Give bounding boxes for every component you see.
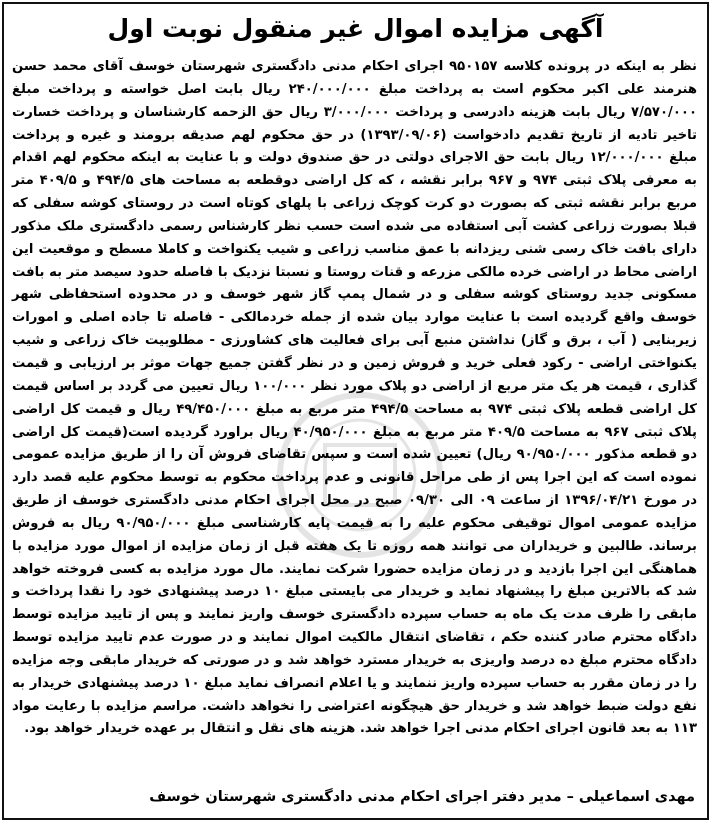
notice-body: نظر به اینکه در پرونده کلاسه ۹۵۰۱۵۷ اجرای احکام مدنی دادگستری شهرستان خوسف آقای محمد حسن هنرمند علی اکبر محکوم است به پرداخت مبلغ ۲۴۰/۰۰۰/۰۰۰ ریال بابت اصل خواسته و پرداخت مبلغ ۷/۵۷۰/۰۰۰ ریال بابت هزینه دادرسی و پرداخت ۳/۰۰۰/۰۰۰ ریال حق الزحمه کارشناسان و پرداخت خسارت تاخیر تادیه از تاریخ تقدیم دادخواست (۱۳۹۳/۰۹/۰۶) در حق محکوم لهم صدیقه برومند و غیره و پرداخت مبلغ ۱۲/۰۰۰/۰۰۰ ریال بابت حق الاجرای دولتی در حق صندوق دولت و با عنایت به اینکه محکوم لهم اقدام به معرفی پلاک ثبتی ۹۷۴ و ۹۶۷ برابر نقشه ، که کل اراضی دوقطعه به مساحت های ۴۹۴/۵ و ۴۰۹/۵ متر مربع برابر نقشه ثبتی که بصورت دو کرت کوچک زراعی با پلهای کوتاه است در روستای کوشه سفلی که قبلا بصورت زراعی کشت آبی استفاده می شده است حسب نظر کارشناس رسمی دادگستری ملک مذکور دارای بافت خاک رسی شنی ریزدانه با عمق مناسب زراعی و شیب یکنواخت و کاملا مسطح و موقعیت این اراضی محاط در اراضی خرده مالکی مزرعه و قنات روستا و نسبتا نزدیک با فاصله حدود سیصد متر به بافت مسکونی جدید روستای کوشه سفلی و در شمال پمپ گاز شهر خوسف و در محدوده استحفاظی شهر خوسف واقع گردیده است با عنایت موارد بیان شده از جمله خردمالکی - فاصله تا جاده اصلی و امورات زیربنایی ( آب ، برق و گاز) نداشتن منبع آبی برای فعالیت های کشاورزی - مطلوبیت خاک زراعی و شیب یکنواختی اراضی - رکود فعلی خرید و فروش زمین و در نظر گفتن جمیع جهات موثر بر ارزیابی و قیمت گذاری ، قیمت هر یک متر مربع از اراضی دو پلاک مورد نظر ۱۰۰/۰۰۰ ریال تعیین می گردد بر اساس قیمت کل اراضی قطعه پلاک ثبتی ۹۷۴ به مساحت ۴۹۴/۵ متر مربع به مبلغ ۴۹/۴۵۰/۰۰۰ ریال و قیمت کل اراضی پلاک ثبتی ۹۶۷ به مساحت ۴۰۹/۵ متر مربع به مبلغ ۴۰/۹۵۰/۰۰۰ ریال براورد گردیده است(قیمت کل اراضی دو قطعه مذکور ۹۰/۹۵۰/۰۰۰ ریال) تعیین شده است و سپس تقاضای فروش آن را از طریق مزایده عمومی نموده است که این اجرا پس از طی مراحل قانونی و عدم پرداخت محکوم به توسط محکوم علیه قصد دارد در مورخ ۱۳۹۶/۰۴/۲۱ از ساعت ۰۹ الی ۰۹/۳۰ صبح در محل اجرای احکام مدنی دادگستری خوسف از طریق مزایده عمومی اموال توقیفی محکوم علیه را به قیمت پایه کارشناسی مبلغ ۹۰/۹۵۰/۰۰۰ ریال به فروش برساند. طالبین و خریداران می توانند همه روزه تا یک هفته قبل از زمان مزایده از اموال مورد مزایده با هماهنگی این اجرا بازدید و در زمان مزایده حضورا شرکت نمایند. مال مورد مزایده به کسی فروخته خواهد شد که بالاترین مبلغ را پیشنهاد نماید و خریدار می بایستی مبلغ ۱۰ درصد پیشنهادی خود را نقدا پرداخت و مابقی را ظرف مدت یک ماه به حساب سپرده دادگستری خوسف واریز نمایند و پس از تایید مزایده توسط دادگاه محترم صادر کننده حکم ، تقاضای انتقال مالکیت اموال نمایند و در صورت عدم تایید مزایده توسط دادگاه محترم مبلغ ده درصد واریزی به خریدار مسترد خواهد شد و در صورتی که خریدار مابقی وجه مزایده را در زمان مقرر به حساب سپرده واریز ننمایند و یا اعلام انصراف نماید مبلغ ۱۰ درصد پیشنهادی خریدار به نفع دولت ضبط خواهد شد و خریدار حق هیچگونه اعتراضی را نخواهد داشت. مراسم مزایده با رعایت مواد ۱۱۳ به بعد قانون اجرای احکام مدنی اجرا خواهد شد. هزینه های نقل و انتقال بر عهده خریدار خواهد بود.: [12, 59, 698, 737]
notice-signature: مهدی اسماعیلی – مدیر دفتر اجرای احکام مدنی دادگستری شهرستان خوسف: [149, 789, 695, 805]
notice-title: آگهی مزایده اموال غیر منقول نوبت اول: [107, 14, 604, 43]
